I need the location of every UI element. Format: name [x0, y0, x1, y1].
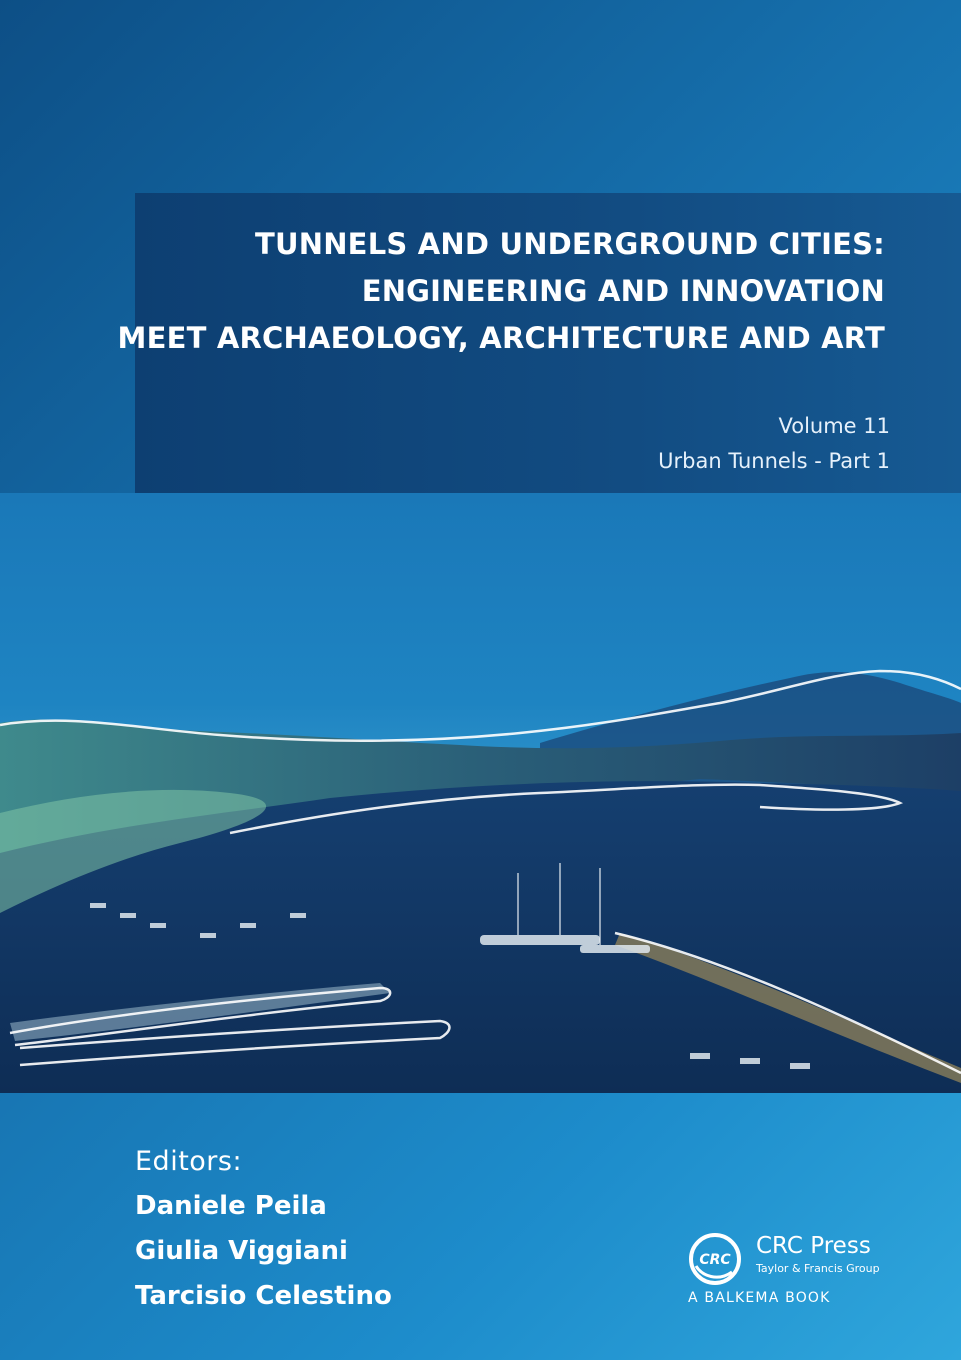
volume-info [658, 409, 890, 479]
editors-block [135, 1140, 392, 1319]
title-line-1: TUNNELS AND UNDERGROUND CITIES: [255, 227, 885, 261]
crc-logo-text: CRC [699, 1252, 731, 1268]
editor-name: Giulia Viggiani [135, 1236, 348, 1266]
editor-name: Daniele Peila [135, 1191, 327, 1221]
publisher-group: Taylor & Francis Group [756, 1262, 880, 1275]
editor-name: Tarcisio Celestino [135, 1281, 392, 1311]
publisher-block [688, 1228, 888, 1318]
book-title [118, 221, 885, 362]
publisher-name: CRC Press [756, 1233, 871, 1259]
cover-photo-harbor [0, 493, 961, 1093]
imprint-label: A BALKEMA BOOK [688, 1290, 831, 1306]
title-line-2: ENGINEERING AND INNOVATION [361, 274, 885, 308]
title-line-3: MEET ARCHAEOLOGY, ARCHITECTURE AND ART [117, 321, 885, 355]
volume-subtitle: Urban Tunnels - Part 1 [658, 449, 890, 473]
title-band [117, 193, 961, 493]
crc-press-logo-icon [688, 1232, 742, 1286]
volume-number: Volume 11 [778, 414, 890, 438]
editors-label: Editors: [135, 1146, 243, 1177]
